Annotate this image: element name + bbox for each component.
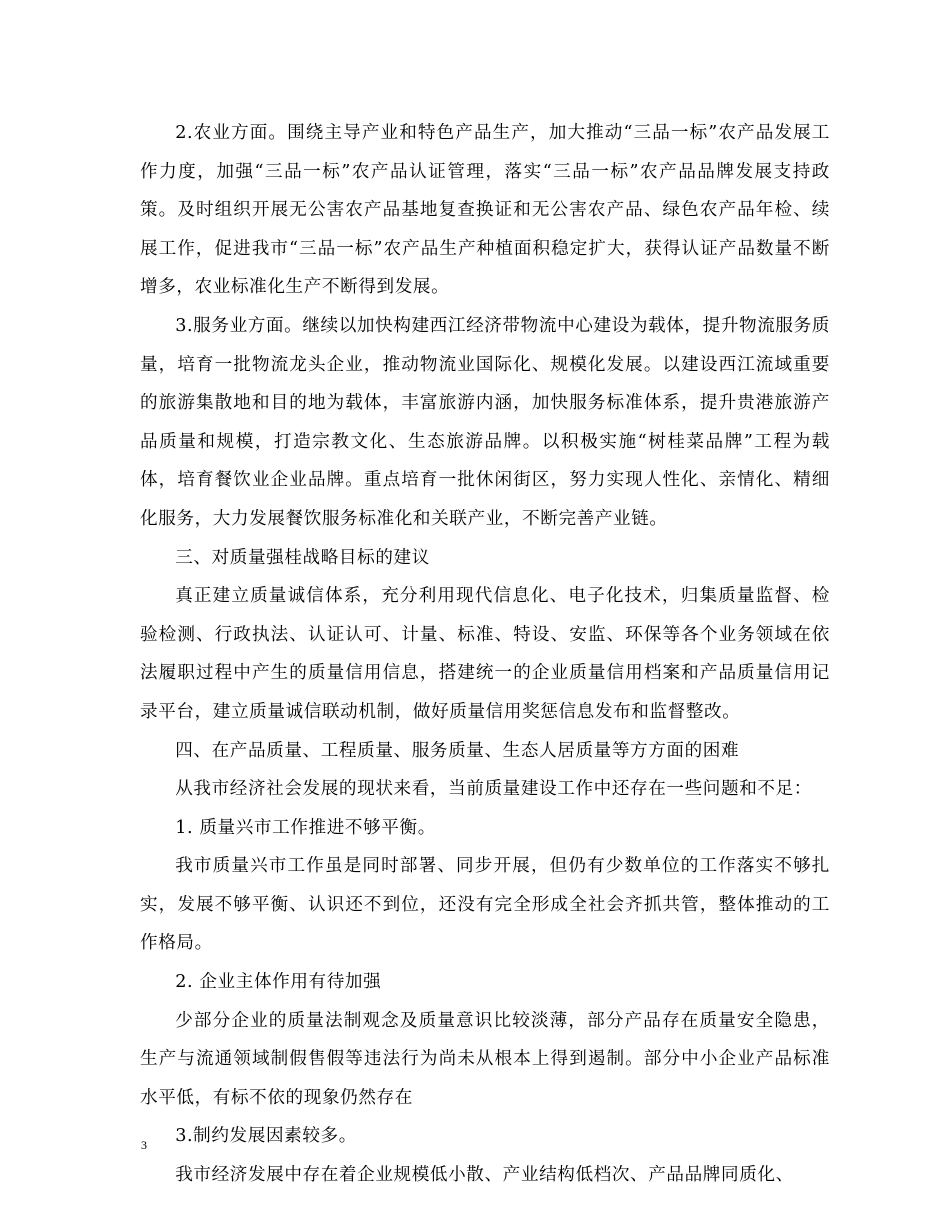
paragraph-current-status: 从我市经济社会发展的现状来看，当前质量建设工作中还存在一些问题和不足：	[175, 779, 812, 800]
page-number: 3	[141, 1138, 147, 1152]
section-heading-3: 三、对质量强桂战略目标的建议	[175, 547, 430, 568]
section-heading-4: 四、在产品质量、工程质量、服务质量、生态人居质量等方方面的困难	[175, 740, 740, 761]
paragraph-enterprise: 少部分企业的质量法制观念及质量意识比较淡薄，部分产品存在质量安全隐患，生产与流通领域制假售假等违法行为尚未从根本上得到遏制。部分中小企业产品标准水平低，有标不依的现象仍然存在	[140, 1010, 830, 1108]
paragraph-imbalance: 我市质量兴市工作虽是同时部署、同步开展，但仍有少数单位的工作落实不够扎实，发展不够平衡、认识还不到位，还没有完全形成全社会齐抓共管，整体推动的工作格局。	[140, 856, 830, 954]
paragraph-agriculture: 2.农业方面。围绕主导产业和特色产品生产，加大推动“三品一标”农产品发展工作力度，加强“三品一标”农产品认证管理，落实“三品一标”农产品品牌发展支持政策。及时组织开展无公害农产品基地复查换证和无公害农产品、绿色农产品年检、续展工作，促进我市“三品一标”农产品生产种植面积稳定扩大，获得认证产品数量不断增多，农业标准化生产不断得到发展。	[140, 123, 830, 298]
subheading-1: 1. 质量兴市工作推进不够平衡。	[175, 817, 436, 838]
paragraph-service-industry: 3.服务业方面。继续以加快构建西江经济带物流中心建设为载体，提升物流服务质量，培育一批物流龙头企业，推动物流业国际化、规模化发展。以建设西江流域重要的旅游集散地和目的地为载体，丰富旅游内涵，加快服务标准体系，提升贵港旅游产品质量和规模，打造宗教文化、生态旅游品牌。以积极实施“树桂菜品牌”工程为载体，培育餐饮业企业品牌。重点培育一批休闲街区，努力实现人性化、亲情化、精细化服务，大力发展餐饮服务标准化和关联产业，不断完善产业链。	[140, 315, 830, 529]
document-body	[140, 114, 830, 1195]
paragraph-quality-credit: 真正建立质量诚信体系，充分利用现代信息化、电子化技术，归集质量监督、检验检测、行政执法、认证认可、计量、标准、特设、安监、环保等各个业务领域在依法履职过程中产生的质量信用信息，搭建统一的企业质量信用档案和产品质量信用记录平台，建立质量诚信联动机制，做好质量信用奖惩信息发布和监督整改。	[140, 586, 830, 722]
subheading-3: 3.制约发展因素较多。	[175, 1126, 357, 1147]
subheading-2: 2. 企业主体作用有待加强	[175, 972, 382, 993]
paragraph-constraints: 我市经济发展中存在着企业规模低小散、产业结构低档次、产品品牌同质化、	[175, 1165, 794, 1186]
